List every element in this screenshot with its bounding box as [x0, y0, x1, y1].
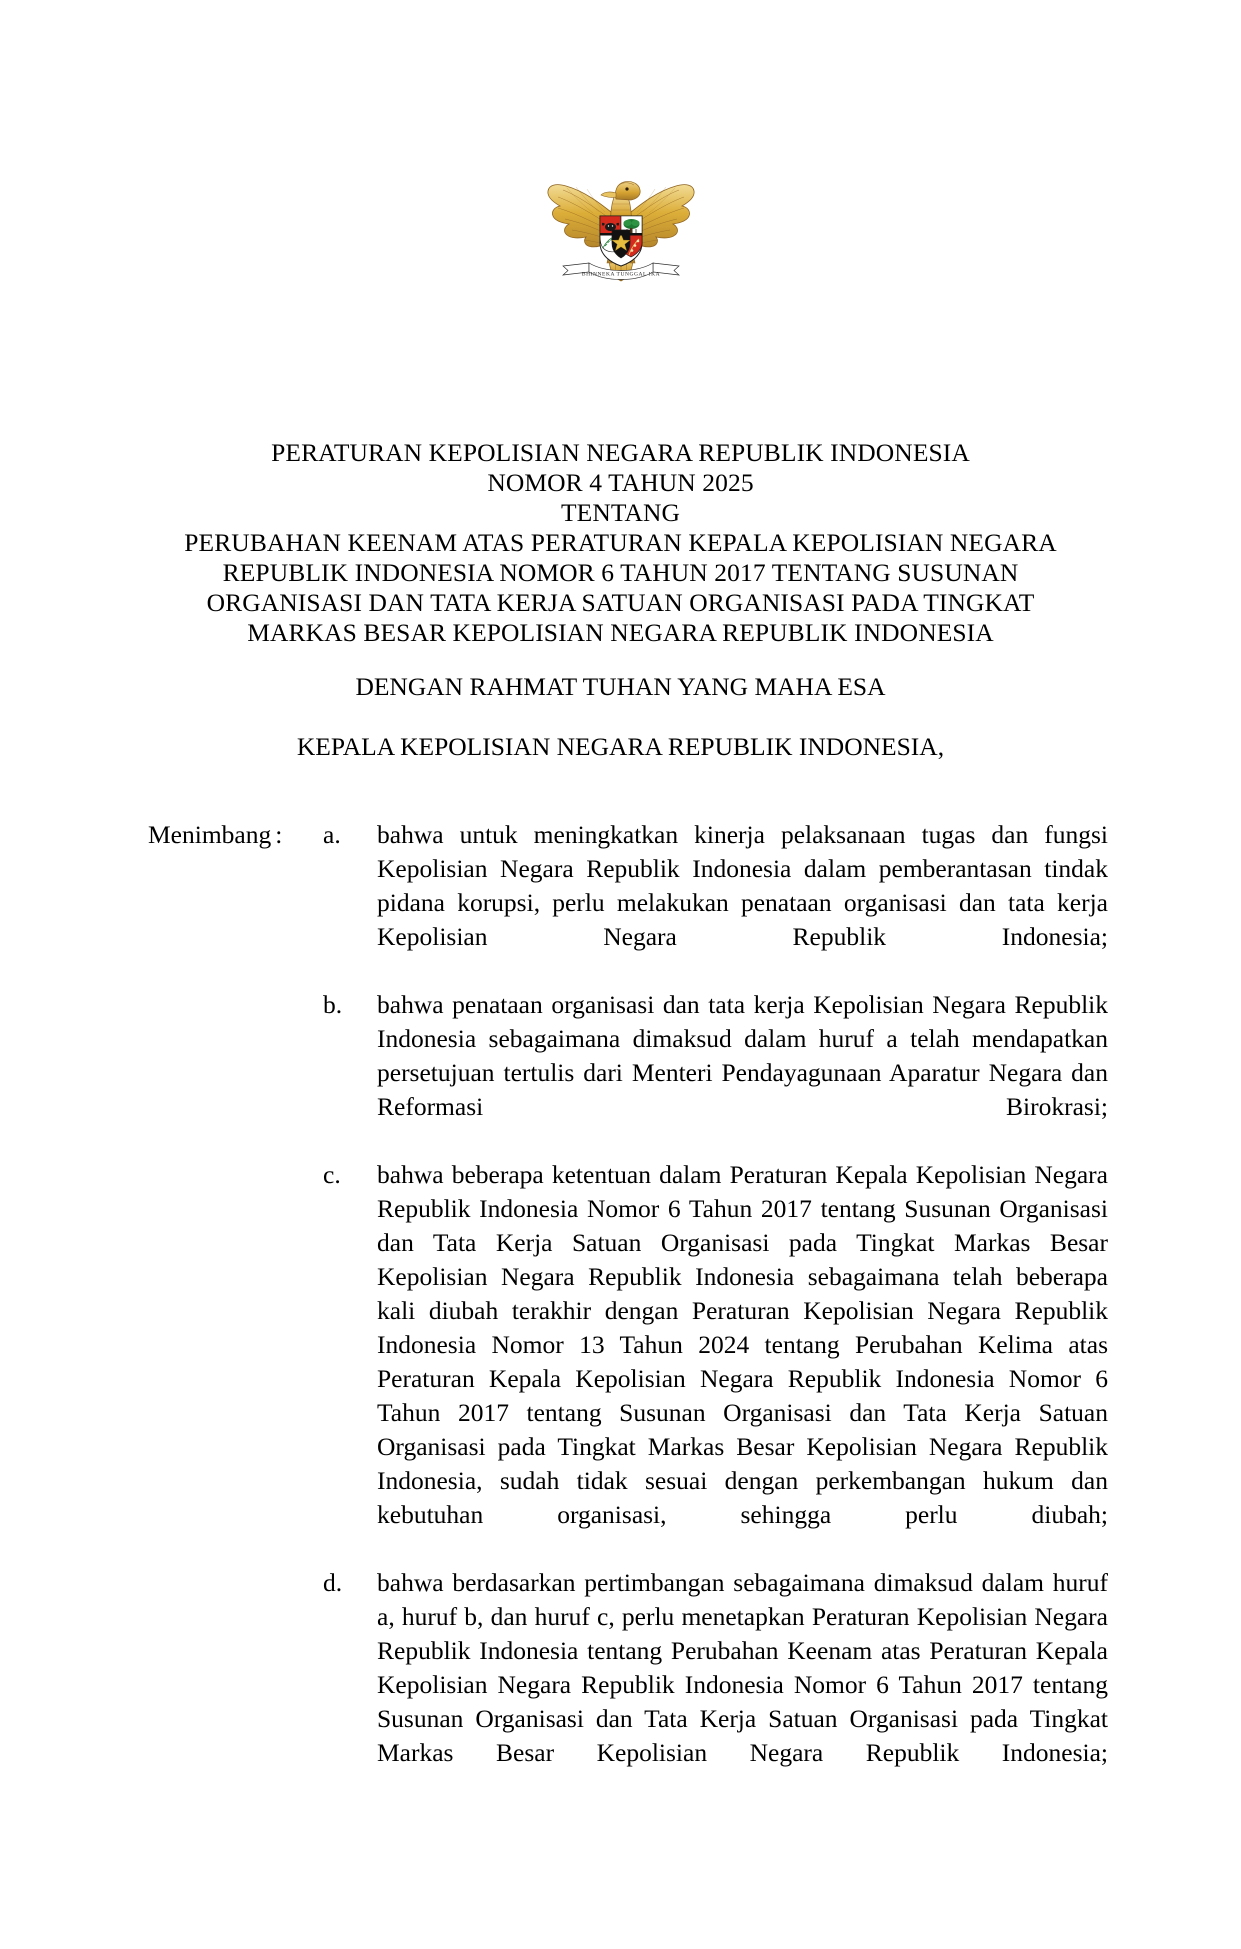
consideration-item — [323, 818, 1108, 988]
item-text-b: bahwa penataan organisasi dan tata kerja Kepolisian Negara Republik Indonesia sebagaimana dimaksud dalam huruf a telah mendapatkan persetujuan tertulis dari Menteri Pendayagunaan Aparatur Negara dan Reformasi Birokrasi; — [377, 990, 1108, 1121]
pancasila-shield — [600, 216, 642, 266]
document-title — [120, 438, 1121, 648]
garuda-head — [601, 181, 640, 200]
garuda-pancasila-emblem — [541, 160, 701, 290]
considerations-label — [148, 818, 323, 852]
consideration-item — [323, 988, 1108, 1158]
item-letter-a: a. — [323, 820, 341, 849]
title-line-1: PERATURAN KEPOLISIAN NEGARA REPUBLIK INDONESIA — [271, 438, 970, 467]
considerations-items — [323, 818, 1108, 1804]
menimbang-label: Menimbang — [148, 820, 272, 849]
considerations-row — [148, 818, 1108, 1804]
title-line-3: TENTANG — [560, 498, 681, 527]
preamble-gap — [120, 702, 1121, 732]
title-line-2: NOMOR 4 TAHUN 2025 — [487, 468, 754, 497]
consideration-item — [323, 1158, 1108, 1566]
menimbang-colon: : — [275, 820, 283, 849]
motto-text: BHINNEKA TUNGGAL IKA — [581, 271, 660, 278]
title-line-7: MARKAS BESAR KEPOLISIAN NEGARA REPUBLIK INDONESIA — [247, 618, 994, 647]
item-text-a: bahwa untuk meningkatkan kinerja pelaksanaan tugas dan fungsi Kepolisian Negara Republik Indonesia dalam pemberantasan tindak pidana korupsi, perlu melakukan penataan organisasi dan tata kerja Kepolisian Negara Republik Indonesia; — [377, 820, 1108, 951]
item-letter-c: c. — [323, 1160, 341, 1189]
considerations-block — [148, 818, 1108, 1804]
item-letter-d: d. — [323, 1568, 343, 1597]
authority-line: KEPALA KEPOLISIAN NEGARA REPUBLIK INDONESIA, — [296, 732, 945, 761]
preamble-block — [120, 672, 1121, 762]
item-letter-b: b. — [323, 990, 343, 1019]
blessing-line: DENGAN RAHMAT TUHAN YANG MAHA ESA — [355, 672, 886, 701]
item-text-d: bahwa berdasarkan pertimbangan sebagaimana dimaksud dalam huruf a, huruf b, dan huruf c, perlu menetapkan Peraturan Kepolisian Negara Republik Indonesia tentang Perubahan Keenam atas Peraturan Kepala Kepolisian Negara Republik Indonesia Nomor 6 Tahun 2017 tentang Susunan Organisasi dan Tata Kerja Satuan Organisasi pada Tingkat Markas Besar Kepolisian Negara Republik Indonesia; — [377, 1568, 1108, 1767]
title-line-4: PERUBAHAN KEENAM ATAS PERATURAN KEPALA KEPOLISIAN NEGARA — [184, 528, 1057, 557]
title-line-6: ORGANISASI DAN TATA KERJA SATUAN ORGANISASI PADA TINGKAT — [206, 588, 1035, 617]
consideration-item — [323, 1566, 1108, 1804]
emblem-container — [0, 160, 1241, 290]
item-text-c: bahwa beberapa ketentuan dalam Peraturan Kepala Kepolisian Negara Republik Indonesia Nomor 6 Tahun 2017 tentang Susunan Organisasi dan Tata Kerja Satuan Organisasi pada Tingkat Markas Besar Kepolisian Negara Republik Indonesia sebagaimana telah beberapa kali diubah terakhir dengan Peraturan Kepolisian Negara Republik Indonesia Nomor 13 Tahun 2024 tentang Perubahan Kelima atas Peraturan Kepala Kepolisian Negara Republik Indonesia Nomor 6 Tahun 2017 tentang Susunan Organisasi dan Tata Kerja Satuan Organisasi pada Tingkat Markas Besar Kepolisian Negara Republik Indonesia, sudah tidak sesuai dengan perkembangan hukum dan kebutuhan organisasi, sehingga perlu diubah; — [377, 1160, 1108, 1529]
title-line-5: REPUBLIK INDONESIA NOMOR 6 TAHUN 2017 TENTANG SUSUNAN — [222, 558, 1019, 587]
